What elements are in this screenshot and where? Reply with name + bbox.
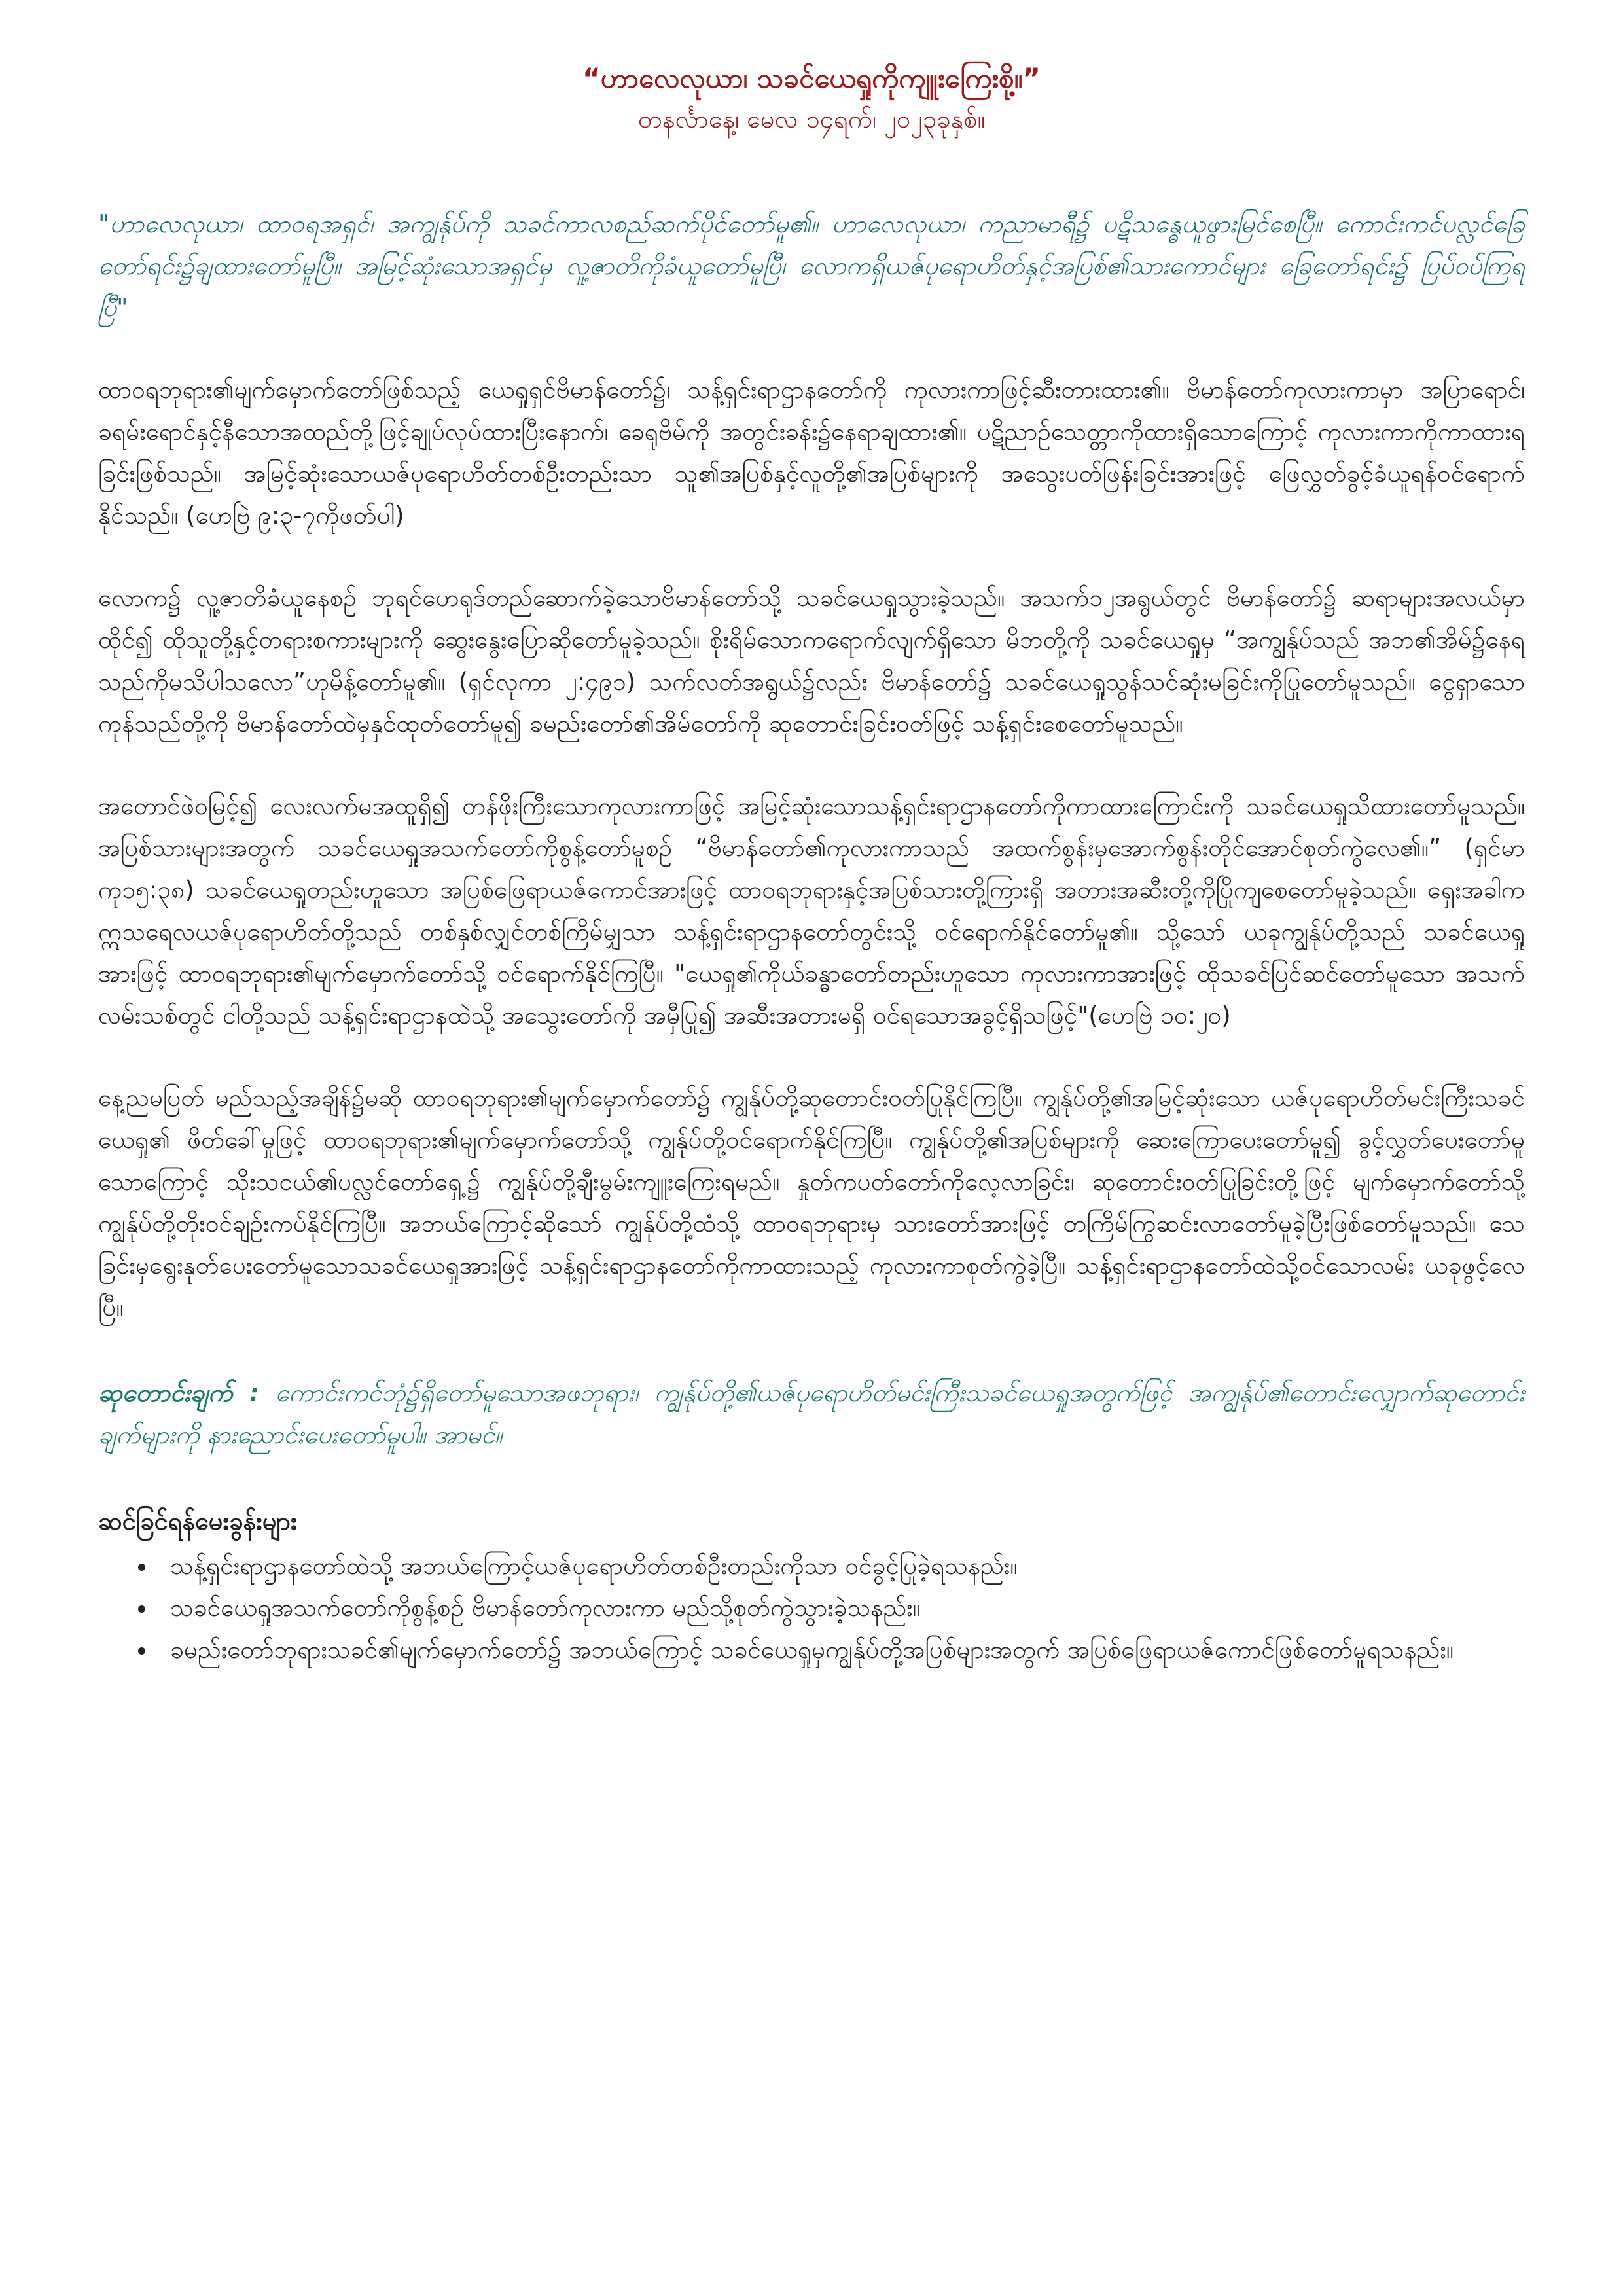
page-date: တနင်္လာနေ့၊ မေလ ၁၄ရက်၊ ၂၀၂၃ခုနှစ်။ (637, 105, 986, 134)
body-paragraph-4: နေ့ညမပြတ် မည်သည့်အချိန်၌မဆို ထာဝရဘုရား၏မျက်မှောက်တော်၌ ကျွန်ုပ်တို့ဆုတောင်းဝတ်ပြုနိုင်ကြပြီ။ ကျွန်ုပ်တို့၏အမြင့်ဆုံးသော ယဇ်ပုရောဟိတ်မင်းကြီးသခင်ယေရှု၏ ဖိတ်ခေါ်မှုဖြင့် ထာဝရဘုရား၏မျက်မှောက်တော်သို့ ကျွန်ုပ်တို့ဝင်ရောက်နိုင်ကြပြီ။ ကျွန်ုပ်တို့၏အပြစ်များကို ဆေးကြောပေးတော်မူ၍ ခွင့်လွှတ်ပေးတော်မူသောကြောင့် သိုးသငယ်၏ပလ္လင်တော်ရှေ့၌ ကျွန်ုပ်တို့ချီးမွမ်းကျူးကြေးရမည်။ နှုတ်ကပတ်တော်ကိုလေ့လာခြင်း၊ ဆုတောင်းဝတ်ပြုခြင်းတို့ဖြင့် မျက်မှောက်တော်သို့ ကျွန်ုပ်တို့တိုးဝင်ချဉ်းကပ်နိုင်ကြပြီ။ အဘယ်ကြောင့်ဆိုသော် ကျွန်ုပ်တို့ထံသို့ ထာဝရဘုရားမှ သားတော်အားဖြင့် တကြိမ်ကြွဆင်းလာတော်မူခဲ့ပြီးဖြစ်တော်မူသည်။ သေခြင်းမှရွေးနုတ်ပေးတော်မူသောသခင်ယေရှုအားဖြင့် သန့်ရှင်းရာဌာနတော်ကိုကာထားသည့် ကုလားကာစုတ်ကွဲခဲ့ပြီ။ သန့်ရှင်းရာဌာနတော်ထဲသို့ဝင်သောလမ်း ယခုဖွင့်လေပြီ။ (98, 1084, 1525, 1321)
question-item: • သခင်ယေရှုအသက်တော်ကိုစွန့်စဉ် ဗိမာန်တော်ကုလားကာ မည်သို့စုတ်ကွဲသွားခဲ့သနည်း။ (157, 1588, 1525, 1628)
question-item: • ခမည်းတော်ဘုရားသခင်၏မျက်မှောက်တော်၌ အဘယ်ကြောင့် သခင်ယေရှုမှကျွန်ုပ်တို့အပြစ်များအတွက် အပြစ်ဖြေရာယဇ်ကောင်ဖြစ်တော်မူရသနည်း။ (157, 1630, 1525, 1670)
page-title: “ဟာလေလုယာ၊ သခင်ယေရှုကိုကျူးကြေးစို့။” (582, 62, 1041, 94)
prayer-label: ဆုတောင်းချက် : (98, 1378, 260, 1407)
question-item: • သန့်ရှင်းရာဌာနတော်ထဲသို့ အဘယ်ကြောင့်ယဇ်ပုရောဟိတ်တစ်ဦးတည်းကိုသာ ဝင်ခွင့်ပြုခဲ့ရသနည်း။ (157, 1546, 1525, 1587)
prayer-block (98, 1372, 1525, 1456)
body-paragraph-2: လောက၌ လူ့ဇာတိခံယူနေစဉ် ဘုရင်ဟေရုဒ်တည်ဆောက်ခဲ့သောဗိမာန်တော်သို့ သခင်ယေရှုသွားခဲ့သည်။ အသက်၁၂အရွယ်တွင် ဗိမာန်တော်၌ ဆရာများအလယ်မှာထိုင်၍ ထိုသူတို့နှင့်တရားစကားများကို ဆွေးနွေးပြောဆိုတော်မူခဲ့သည်။ စိုးရိမ်သောကရောက်လျက်ရှိသော မိဘတို့ကို သခင်ယေရှုမှ “အကျွန်ုပ်သည် အဘ၏အိမ်၌နေရသည်ကိုမသိပါသလော”ဟုမိန့်တော်မူ၏။ (ရှင်လုကာ ၂:၄၉၁) သက်လတ်အရွယ်၌လည်း ဗိမာန်တော်၌ သခင်ယေရှုသွန်သင်ဆုံးမခြင်းကိုပြုတော်မူသည်။ ငွေရှာသောကုန်သည်တို့ကို ဗိမာန်တော်ထဲမှနှင်ထုတ်တော်မူ၍ ခမည်းတော်၏အိမ်တော်ကို ဆုတောင်းခြင်းဝတ်ဖြင့် သန့်ရှင်းစေတော်မူသည်။ (98, 584, 1525, 738)
questions-list (98, 1546, 1525, 1670)
body-paragraph-1: ထာဝရဘုရား၏မျက်မှောက်တော်ဖြစ်သည့် ယေရှုရှင်ဗိမာန်တော်၌၊ သန့်ရှင်းရာဌာနတော်ကို ကုလားကာဖြင့်ဆီးတားထား၏။ ဗိမာန်တော်ကုလားကာမှာ အပြာရောင်၊ ခရမ်းရောင်နှင့်နီသောအထည်တို့ဖြင့်ချုပ်လုပ်ထားပြီးနောက်၊ ခေရုဗိမ်ကို အတွင်းခန်း၌နေရာချထား၏။ ပဋိညာဉ်သေတ္တာကိုထားရှိသောကြောင့် ကုလားကာကိုကာထားရခြင်းဖြစ်သည်။ အမြင့်ဆုံးသောယဇ်ပုရောဟိတ်တစ်ဦးတည်းသာ သူ၏အပြစ်နှင့်လူတို့၏အပြစ်များကို အသွေးပတ်ဖြန်းခြင်းအားဖြင့် ဖြေလွှတ်ခွင့်ခံယူရန်ဝင်ရောက်နိုင်သည်။ (ဟေဗြဲ ၉:၃-၇ကိုဖတ်ပါ) (98, 376, 1525, 529)
opening-verse: "ဟာလေလုယာ၊ ထာဝရအရှင်၊ အကျွန်ုပ်ကို သခင်ကာလစည်ဆက်ပိုင်တော်မူ၏။ ဟာလေလုယာ၊ ကညာမာရီ၌ ပဋိသန္ဓေယူဖွားမြင်စေပြီ။ ကောင်းကင်ပလ္လင်ခြေတော်ရင်း၌ချထားတော်မူပြီ။ အမြင့်ဆုံးသောအရှင်မှ လူ့ဇာတိကိုခံယူတော်မူပြီ၊ လောကရှိယဇ်ပုရောဟိတ်နှင့်အပြစ်၏သားကောင်များ ခြေတော်ရင်း၌ ပြပ်ဝပ်ကြရပြီ" (98, 209, 1525, 322)
body-paragraph-3: အတောင်ဖဲဝမြင့်၍ လေးလက်မအထူရှိ၍ တန်ဖိုးကြီးသောကုလားကာဖြင့် အမြင့်ဆုံးသောသန့်ရှင်းရာဌာနတော်ကိုကာထားကြောင်းကို သခင်ယေရှုသိထားတော်မူသည်။ အပြစ်သားများအတွက် သခင်ယေရှုအသက်တော်ကိုစွန့်တော်မူစဉ် “ဗိမာန်တော်၏ကုလားကာသည် အထက်စွန်းမှအောက်စွန်းတိုင်အောင်စုတ်ကွဲလေ၏။” (ရှင်မာကု၁၅:၃၈) သခင်ယေရှုတည်းဟူသော အပြစ်ဖြေရာယဇ်ကောင်အားဖြင့် ထာဝရဘုရားနှင့်အပြစ်သားတို့ကြားရှိ အတားအဆီးတို့ကိုပြိုကျစေတော်မူခဲ့သည်။ ရှေးအခါက ဣသရေလယဇ်ပုရောဟိတ်တို့သည် တစ်နှစ်လျှင်တစ်ကြိမ်မျှသာ သန့်ရှင်းရာဌာနတော်တွင်းသို့ ဝင်ရောက်နိုင်တော်မူ၏။ သို့သော် ယခုကျွန်ုပ်တို့သည် သခင်ယေရှုအားဖြင့် ထာဝရဘုရား၏မျက်မှောက်တော်သို့ ဝင်ရောက်နိုင်ကြပြီ။ "ယေရှု၏ကိုယ်ခန္ဓာတော်တည်းဟူသော ကုလားကာအားဖြင့် ထိုသခင်ပြင်ဆင်တော်မူသော အသက်လမ်းသစ်တွင် ငါတို့သည် သန့်ရှင်းရာဌာနထဲသို့ အသွေးတော်ကို အမှီပြု၍ အဆီးအတားမရှိ ဝင်ရသောအခွင့်ရှိသဖြင့်"(ဟေဗြဲ ၁၀:၂၀) (98, 792, 1525, 1030)
prayer-text: ကောင်းကင်ဘုံ၌ရှိတော်မူသောအဖဘုရား၊ ကျွန်ုပ်တို့၏ယဇ်ပုရောဟိတ်မင်းကြီးသခင်ယေရှုအတွက်ဖြင့် အကျွန်ုပ်၏တောင်းလျှောက်ဆုတောင်းချက်များကို နားညောင်းပေးတော်မူပါ။ အာမင်။ (98, 1378, 1525, 1449)
questions-heading: ဆင်ခြင်ရန်မေးခွန်းများ (98, 1507, 297, 1535)
